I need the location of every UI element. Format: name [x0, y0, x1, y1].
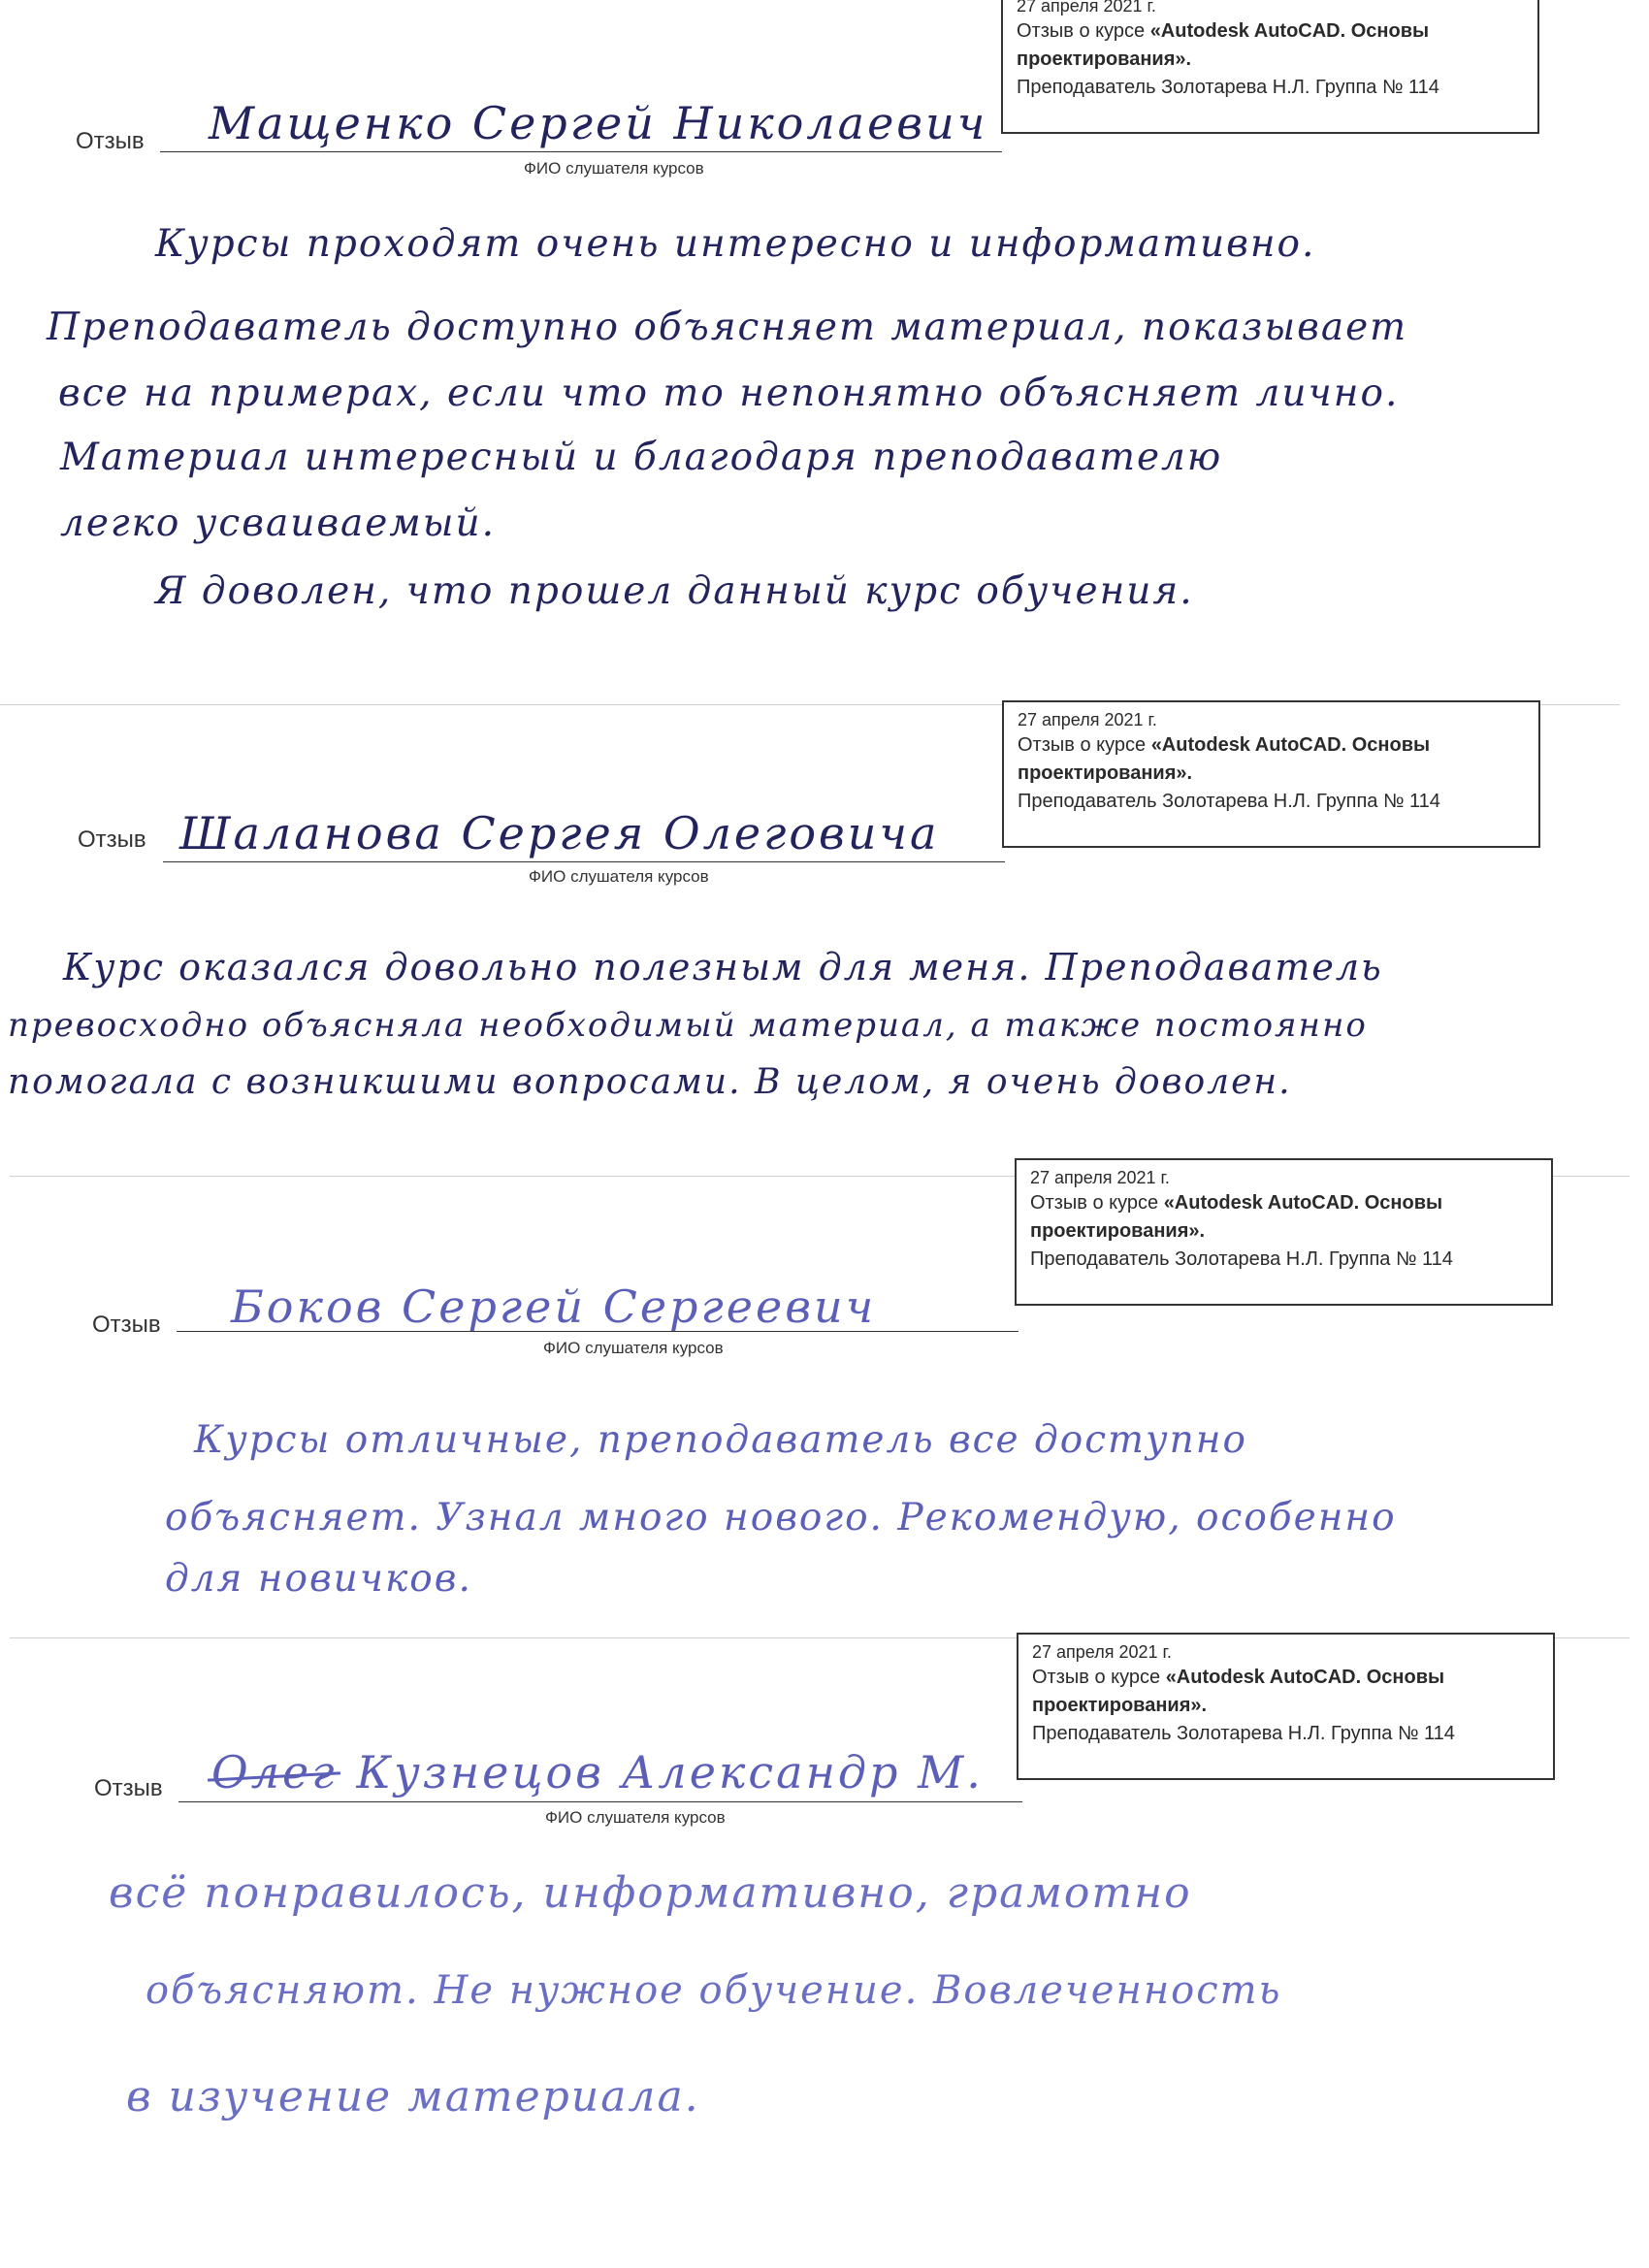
review-text-line: помогала с возникшими вопросами. В целом, я очень доволен.	[8, 1062, 1292, 1102]
review-text-line: Материал интересный и благодаря преподавателю	[60, 436, 1223, 479]
student-name: Боков Сергей Сергеевич	[231, 1280, 877, 1333]
review-text-line: Курсы проходят очень интересно и информативно.	[155, 222, 1316, 266]
student-name: Кузнецов Александр М.	[356, 1746, 984, 1798]
fio-caption: ФИО слушателя курсов	[543, 1339, 724, 1357]
course-header-box	[1017, 1633, 1555, 1780]
header-course: Отзыв о курсе «Autodesk AutoCAD. Основы	[1018, 734, 1431, 756]
name-underline	[163, 861, 1005, 862]
name-underline	[177, 1331, 1018, 1332]
header-course-line2: проектирования».	[1017, 49, 1192, 70]
header-date: 27 апреля 2021 г.	[1017, 0, 1156, 16]
review-text-line: Курс оказался довольно полезным для меня. Преподаватель	[63, 946, 1383, 988]
review-label: Отзыв	[76, 128, 145, 154]
review-text-line: легко усваиваемый.	[60, 502, 496, 545]
course-header-box	[1015, 1158, 1553, 1306]
header-teacher: Преподаватель Золотарева Н.Л. Группа № 114	[1017, 77, 1439, 98]
header-course-line2: проектирования».	[1030, 1220, 1206, 1242]
review-text-line: Преподаватель доступно объясняет материал, показывает	[47, 306, 1408, 349]
student-name-row	[211, 1746, 984, 1798]
header-teacher: Преподаватель Золотарева Н.Л. Группа № 114	[1018, 791, 1440, 812]
review-text-line: в изучение материала.	[126, 2072, 700, 2122]
review-text-line: всё понравилось, информативно, грамотно	[109, 1868, 1192, 1918]
student-name: Мащенко Сергей Николаевич	[209, 97, 988, 149]
header-course-line2: проектирования».	[1018, 762, 1193, 784]
fio-caption: ФИО слушателя курсов	[524, 159, 704, 178]
review-text-line: для новичков.	[165, 1557, 472, 1601]
review-label: Отзыв	[94, 1775, 163, 1801]
course-header-box	[1002, 700, 1540, 848]
review-text-line: Я доволен, что прошел данный курс обучения.	[155, 569, 1194, 613]
review-label: Отзыв	[78, 826, 146, 853]
review-text-line: объясняют. Не нужное обучение. Вовлеченность	[146, 1968, 1282, 2013]
header-teacher: Преподаватель Золотарева Н.Л. Группа № 114	[1032, 1723, 1455, 1744]
name-underline	[178, 1801, 1022, 1802]
header-date: 27 апреля 2021 г.	[1032, 1642, 1172, 1662]
header-teacher: Преподаватель Золотарева Н.Л. Группа № 114	[1030, 1248, 1453, 1270]
header-date: 27 апреля 2021 г.	[1018, 710, 1157, 729]
review-text-line: Курсы отличные, преподаватель все доступно	[194, 1418, 1247, 1462]
header-course: Отзыв о курсе «Autodesk AutoCAD. Основы	[1030, 1192, 1443, 1214]
header-date: 27 апреля 2021 г.	[1030, 1168, 1170, 1187]
fio-caption: ФИО слушателя курсов	[545, 1808, 726, 1827]
review-label: Отзыв	[92, 1312, 161, 1338]
header-course-line2: проектирования».	[1032, 1695, 1208, 1716]
review-text-line: все на примерах, если что то непонятно объясняет лично.	[58, 372, 1400, 415]
fio-caption: ФИО слушателя курсов	[529, 867, 709, 886]
struck-out-word: Олег	[211, 1746, 338, 1798]
student-name: Шаланова Сергея Олеговича	[179, 807, 940, 859]
header-course: Отзыв о курсе «Autodesk AutoCAD. Основы	[1032, 1667, 1445, 1688]
review-text-line: превосходно объясняла необходимый материал, а также постоянно	[8, 1006, 1368, 1045]
course-header-box	[1001, 0, 1539, 134]
name-underline	[160, 151, 1002, 152]
header-course: Отзыв о курсе «Autodesk AutoCAD. Основы	[1017, 20, 1430, 42]
review-text-line: объясняет. Узнал много нового. Рекомендую, особенно	[165, 1496, 1397, 1539]
